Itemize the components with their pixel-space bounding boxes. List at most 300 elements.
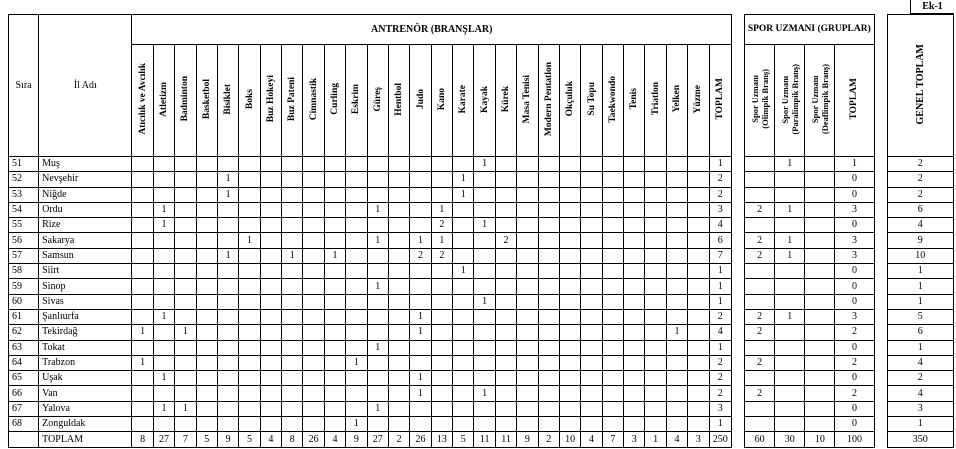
column-gap xyxy=(874,187,887,202)
branch-count-cell xyxy=(132,218,153,233)
branch-total-cell: 5 xyxy=(453,432,474,448)
uzman-count-cell xyxy=(775,294,805,309)
branch-count-cell xyxy=(495,355,516,370)
branch-count-cell xyxy=(132,371,153,386)
branch-count-cell xyxy=(239,371,260,386)
branch-count-cell xyxy=(239,355,260,370)
branch-count-cell: 1 xyxy=(217,248,238,263)
branch-count-cell xyxy=(388,325,409,340)
uzman-count-cell: 2 xyxy=(835,386,874,401)
uzman-count-cell xyxy=(805,202,835,217)
branch-count-cell xyxy=(581,264,602,279)
uzman-total-cell: 10 xyxy=(805,432,835,448)
branch-count-cell: 1 xyxy=(346,355,367,370)
branch-count-cell xyxy=(303,157,324,172)
table-row xyxy=(9,340,954,355)
branch-count-cell xyxy=(346,233,367,248)
branch-count-cell xyxy=(581,172,602,187)
branch-count-cell xyxy=(388,355,409,370)
column-gap xyxy=(732,355,745,370)
branch-count-cell xyxy=(453,355,474,370)
row-number: 60 xyxy=(9,294,39,309)
branch-count-cell xyxy=(624,248,645,263)
branch-count-cell xyxy=(495,371,516,386)
branch-count-cell xyxy=(495,172,516,187)
genel-toplam-cell: 9 xyxy=(887,233,953,248)
branch-count-cell xyxy=(153,248,174,263)
column-gap xyxy=(732,187,745,202)
table-row xyxy=(9,386,954,401)
province-name: Sakarya xyxy=(39,233,132,248)
branch-count-cell xyxy=(388,172,409,187)
branch-count-cell xyxy=(602,325,623,340)
branch-count-cell xyxy=(324,371,345,386)
branch-count-cell xyxy=(260,157,281,172)
branch-total-cell: 7 xyxy=(602,432,623,448)
branch-count-cell xyxy=(388,248,409,263)
branch-header-su-topu: Su Topu xyxy=(581,45,602,157)
branch-count-cell xyxy=(645,202,666,217)
uzman-count-cell: 0 xyxy=(835,371,874,386)
branch-count-cell xyxy=(282,309,303,324)
genel-toplam-cell: 2 xyxy=(887,187,953,202)
table-row xyxy=(9,294,954,309)
branch-total-cell: 9 xyxy=(217,432,238,448)
branch-count-cell xyxy=(260,187,281,202)
total-row-blank xyxy=(9,432,39,448)
branch-count-cell xyxy=(474,355,495,370)
branch-count-cell xyxy=(282,264,303,279)
branch-count-cell xyxy=(303,172,324,187)
branch-count-cell xyxy=(410,279,431,294)
branch-count-cell xyxy=(666,264,687,279)
grand-total-cell: 350 xyxy=(887,432,953,448)
column-gap xyxy=(732,386,745,401)
branch-count-cell: 4 xyxy=(709,325,731,340)
branch-count-cell xyxy=(602,371,623,386)
column-gap xyxy=(732,233,745,248)
genel-toplam-cell: 6 xyxy=(887,202,953,217)
branch-count-cell xyxy=(388,233,409,248)
branch-count-cell xyxy=(388,264,409,279)
branch-count-cell xyxy=(645,355,666,370)
branch-count-cell xyxy=(431,401,452,416)
branch-header-modern-pentatlon: Modern Pentatlon xyxy=(538,45,559,157)
row-number: 51 xyxy=(9,157,39,172)
branch-count-cell xyxy=(517,187,538,202)
column-gap xyxy=(732,172,745,187)
province-name: Sinop xyxy=(39,279,132,294)
branch-count-cell: 2 xyxy=(495,233,516,248)
uzman-count-cell: 3 xyxy=(835,248,874,263)
branch-header-basketbol: Basketbol xyxy=(196,45,217,157)
branch-header-okculuk: Okçuluk xyxy=(559,45,580,157)
branch-count-cell xyxy=(388,386,409,401)
branch-count-cell xyxy=(474,325,495,340)
branch-count-cell xyxy=(581,309,602,324)
uzman-count-cell xyxy=(805,371,835,386)
uzman-count-cell xyxy=(805,157,835,172)
branch-count-cell xyxy=(303,279,324,294)
branch-count-cell xyxy=(239,202,260,217)
column-gap xyxy=(874,340,887,355)
column-gap xyxy=(874,264,887,279)
branch-count-cell xyxy=(132,279,153,294)
branch-count-cell xyxy=(132,157,153,172)
table-row xyxy=(9,264,954,279)
branch-count-cell xyxy=(367,417,388,432)
branch-count-cell xyxy=(602,187,623,202)
branch-count-cell xyxy=(324,172,345,187)
branch-count-cell xyxy=(624,202,645,217)
branch-count-cell xyxy=(559,248,580,263)
branch-count-cell xyxy=(346,309,367,324)
branch-count-cell xyxy=(282,202,303,217)
branch-count-cell: 1 xyxy=(346,417,367,432)
row-number: 67 xyxy=(9,401,39,416)
branch-count-cell xyxy=(624,371,645,386)
branch-count-cell xyxy=(559,294,580,309)
branch-count-cell xyxy=(517,401,538,416)
branch-count-cell xyxy=(196,401,217,416)
branch-total-cell: 4 xyxy=(260,432,281,448)
branch-count-cell xyxy=(346,401,367,416)
branch-count-cell: 1 xyxy=(453,172,474,187)
branch-count-cell xyxy=(666,187,687,202)
branch-count-cell xyxy=(282,340,303,355)
branch-count-cell xyxy=(581,355,602,370)
branch-count-cell: 1 xyxy=(453,187,474,202)
branch-count-cell xyxy=(624,264,645,279)
genel-toplam-cell: 4 xyxy=(887,218,953,233)
branch-count-cell xyxy=(624,355,645,370)
genel-toplam-cell: 1 xyxy=(887,340,953,355)
table-row xyxy=(9,172,954,187)
province-name: Samsun xyxy=(39,248,132,263)
branch-count-cell xyxy=(495,309,516,324)
uzman-count-cell: 0 xyxy=(835,340,874,355)
branch-count-cell xyxy=(602,401,623,416)
branch-count-cell xyxy=(517,371,538,386)
branch-count-cell xyxy=(624,172,645,187)
branch-count-cell xyxy=(388,279,409,294)
branch-count-cell xyxy=(645,309,666,324)
branch-count-cell xyxy=(688,279,709,294)
branch-count-cell xyxy=(645,233,666,248)
column-gap xyxy=(732,294,745,309)
branch-header-atletizm: Atletizm xyxy=(153,45,174,157)
branch-count-cell xyxy=(581,417,602,432)
branch-count-cell xyxy=(431,371,452,386)
branch-count-cell xyxy=(453,340,474,355)
branch-count-cell xyxy=(602,340,623,355)
uzman-count-cell: 1 xyxy=(775,202,805,217)
branch-header-gures: Güreş xyxy=(367,45,388,157)
branch-count-cell xyxy=(624,279,645,294)
branch-count-cell xyxy=(132,386,153,401)
branch-count-cell xyxy=(410,157,431,172)
branch-count-cell xyxy=(666,233,687,248)
branch-count-cell xyxy=(517,218,538,233)
branch-count-cell xyxy=(624,187,645,202)
branch-count-cell xyxy=(538,386,559,401)
branch-count-cell: 1 xyxy=(474,157,495,172)
branch-count-cell xyxy=(132,248,153,263)
branch-count-cell xyxy=(367,157,388,172)
branch-count-cell xyxy=(517,248,538,263)
branch-count-cell: 3 xyxy=(709,202,731,217)
branch-count-cell xyxy=(175,187,196,202)
branch-count-cell: 1 xyxy=(666,325,687,340)
branch-count-cell xyxy=(688,401,709,416)
branch-count-cell xyxy=(453,279,474,294)
branch-count-cell xyxy=(453,401,474,416)
branch-count-cell xyxy=(132,340,153,355)
branch-count-cell xyxy=(538,248,559,263)
branch-count-cell xyxy=(282,355,303,370)
branch-count-cell xyxy=(324,386,345,401)
branch-count-cell xyxy=(239,264,260,279)
branch-count-cell xyxy=(538,187,559,202)
column-gap xyxy=(874,202,887,217)
branch-count-cell xyxy=(602,248,623,263)
branch-total-cell: 9 xyxy=(346,432,367,448)
branch-count-cell xyxy=(324,279,345,294)
branch-count-cell xyxy=(175,417,196,432)
branch-count-cell xyxy=(688,187,709,202)
column-gap xyxy=(874,309,887,324)
branch-count-cell xyxy=(410,340,431,355)
branch-count-cell xyxy=(410,417,431,432)
branch-total-cell: 27 xyxy=(367,432,388,448)
branch-count-cell xyxy=(645,279,666,294)
branch-header-yelken: Yelken xyxy=(666,45,687,157)
branch-count-cell xyxy=(282,233,303,248)
branch-count-cell xyxy=(431,294,452,309)
branch-count-cell xyxy=(559,218,580,233)
branch-total-cell: 11 xyxy=(495,432,516,448)
branch-count-cell xyxy=(474,233,495,248)
branch-count-cell xyxy=(217,355,238,370)
branch-count-cell xyxy=(153,355,174,370)
row-number: 65 xyxy=(9,371,39,386)
branch-count-cell xyxy=(453,233,474,248)
uzman-count-cell xyxy=(775,417,805,432)
province-name: Muş xyxy=(39,157,132,172)
genel-toplam-cell: 1 xyxy=(887,417,953,432)
branch-count-cell xyxy=(217,309,238,324)
uzman-count-cell xyxy=(775,386,805,401)
branch-count-cell xyxy=(559,202,580,217)
branch-count-cell xyxy=(303,294,324,309)
branch-count-cell xyxy=(217,218,238,233)
branch-count-cell xyxy=(175,355,196,370)
row-number: 55 xyxy=(9,218,39,233)
uzman-count-cell: 2 xyxy=(745,355,775,370)
branch-count-cell xyxy=(581,218,602,233)
branch-count-cell xyxy=(517,172,538,187)
branch-count-cell xyxy=(624,386,645,401)
branch-total-cell: 2 xyxy=(388,432,409,448)
branch-count-cell xyxy=(260,355,281,370)
branch-count-cell xyxy=(175,218,196,233)
branch-header-cimnastik: Cimnastik xyxy=(303,45,324,157)
branch-count-cell: 1 xyxy=(324,248,345,263)
uzman-count-cell: 3 xyxy=(835,202,874,217)
branch-count-cell xyxy=(175,202,196,217)
branch-count-cell xyxy=(346,279,367,294)
branch-count-cell xyxy=(196,157,217,172)
branch-count-cell xyxy=(217,264,238,279)
branch-header-buz-pateni: Buz Pateni xyxy=(282,45,303,157)
total-row xyxy=(9,432,954,448)
branch-count-cell xyxy=(410,294,431,309)
row-number: 56 xyxy=(9,233,39,248)
branch-total-cell: 5 xyxy=(239,432,260,448)
branch-count-cell xyxy=(645,264,666,279)
branch-count-cell xyxy=(367,325,388,340)
branch-count-cell xyxy=(431,309,452,324)
branch-count-cell xyxy=(388,187,409,202)
branch-count-cell xyxy=(303,340,324,355)
uzman-count-cell xyxy=(805,325,835,340)
branch-count-cell xyxy=(538,401,559,416)
uzman-count-cell xyxy=(805,309,835,324)
province-name: Ordu xyxy=(39,202,132,217)
branch-count-cell xyxy=(239,417,260,432)
branch-header-eskrim: Eskrim xyxy=(346,45,367,157)
branch-count-cell xyxy=(581,371,602,386)
column-gap xyxy=(732,309,745,324)
branch-header-toplam: TOPLAM xyxy=(709,45,731,157)
branch-count-cell xyxy=(581,248,602,263)
branch-count-cell xyxy=(410,218,431,233)
row-number: 66 xyxy=(9,386,39,401)
branch-count-cell xyxy=(688,202,709,217)
branch-count-cell xyxy=(346,264,367,279)
branch-count-cell: 2 xyxy=(709,355,731,370)
branch-count-cell xyxy=(303,401,324,416)
branch-count-cell xyxy=(239,294,260,309)
branch-count-cell xyxy=(303,355,324,370)
branch-count-cell xyxy=(324,355,345,370)
table-row xyxy=(9,355,954,370)
uzman-count-cell: 0 xyxy=(835,264,874,279)
branch-header-buz-hokeyi: Buz Hokeyi xyxy=(260,45,281,157)
column-gap xyxy=(874,386,887,401)
branch-count-cell: 1 xyxy=(410,386,431,401)
branch-count-cell xyxy=(367,248,388,263)
branch-count-cell xyxy=(602,218,623,233)
branch-count-cell xyxy=(324,264,345,279)
branch-count-cell xyxy=(495,340,516,355)
branch-count-cell xyxy=(282,417,303,432)
branch-count-cell xyxy=(132,294,153,309)
branch-count-cell xyxy=(581,401,602,416)
branch-count-cell xyxy=(260,417,281,432)
branch-count-cell xyxy=(666,371,687,386)
branch-count-cell xyxy=(517,233,538,248)
branch-count-cell: 1 xyxy=(709,264,731,279)
branch-header-bisiklet: Bisiklet xyxy=(217,45,238,157)
uzman-count-cell: 2 xyxy=(835,325,874,340)
uzman-count-cell: 2 xyxy=(745,309,775,324)
uzman-count-cell: 3 xyxy=(835,233,874,248)
branch-count-cell xyxy=(303,325,324,340)
branch-count-cell: 2 xyxy=(709,309,731,324)
branch-count-cell: 2 xyxy=(709,386,731,401)
branch-count-cell xyxy=(645,172,666,187)
branch-count-cell xyxy=(260,172,281,187)
branch-count-cell xyxy=(666,355,687,370)
column-gap xyxy=(732,279,745,294)
uzman-count-cell: 0 xyxy=(835,218,874,233)
uzman-header-spor-uzmani-olimpik-brans: Spor Uzmanı (Olimpik Branş) xyxy=(745,45,775,157)
branch-count-cell xyxy=(559,325,580,340)
branch-count-cell xyxy=(431,279,452,294)
branch-count-cell xyxy=(196,233,217,248)
sira-header: Sıra xyxy=(9,15,39,157)
branch-count-cell xyxy=(517,279,538,294)
branch-count-cell xyxy=(282,157,303,172)
branch-count-cell xyxy=(624,294,645,309)
uzman-count-cell xyxy=(745,172,775,187)
branch-count-cell xyxy=(217,340,238,355)
branch-header-tenis: Tenis xyxy=(624,45,645,157)
branch-count-cell: 1 xyxy=(410,325,431,340)
branch-count-cell xyxy=(453,218,474,233)
branch-count-cell: 6 xyxy=(709,233,731,248)
uzman-count-cell xyxy=(745,218,775,233)
branch-count-cell: 1 xyxy=(217,187,238,202)
branch-count-cell xyxy=(153,157,174,172)
branch-total-cell: 3 xyxy=(624,432,645,448)
branch-count-cell xyxy=(196,309,217,324)
branch-count-cell xyxy=(324,294,345,309)
column-gap xyxy=(874,172,887,187)
branch-count-cell xyxy=(495,264,516,279)
uzman-count-cell xyxy=(775,172,805,187)
genel-toplam-cell: 2 xyxy=(887,172,953,187)
branch-count-cell xyxy=(538,264,559,279)
branch-count-cell xyxy=(517,264,538,279)
uzman-count-cell: 2 xyxy=(835,355,874,370)
branch-count-cell xyxy=(538,279,559,294)
branch-count-cell xyxy=(431,157,452,172)
branch-count-cell xyxy=(559,187,580,202)
branch-count-cell xyxy=(153,386,174,401)
uzman-header-spor-uzmani-paralimpik-brans: Spor Uzmanı (Paralimpik Branş) xyxy=(775,45,805,157)
branch-count-cell xyxy=(431,172,452,187)
branch-count-cell xyxy=(175,340,196,355)
branch-count-cell xyxy=(602,355,623,370)
branch-count-cell xyxy=(196,187,217,202)
province-name: Tekirdağ xyxy=(39,325,132,340)
branch-count-cell xyxy=(453,309,474,324)
branch-count-cell xyxy=(324,233,345,248)
column-gap xyxy=(732,340,745,355)
branch-count-cell xyxy=(431,187,452,202)
branch-count-cell xyxy=(688,248,709,263)
uzman-count-cell: 3 xyxy=(835,309,874,324)
branch-count-cell xyxy=(388,294,409,309)
branch-count-cell xyxy=(175,294,196,309)
uzman-count-cell xyxy=(775,340,805,355)
branch-count-cell xyxy=(217,417,238,432)
province-name: Van xyxy=(39,386,132,401)
branch-count-cell xyxy=(666,248,687,263)
table-row xyxy=(9,248,954,263)
